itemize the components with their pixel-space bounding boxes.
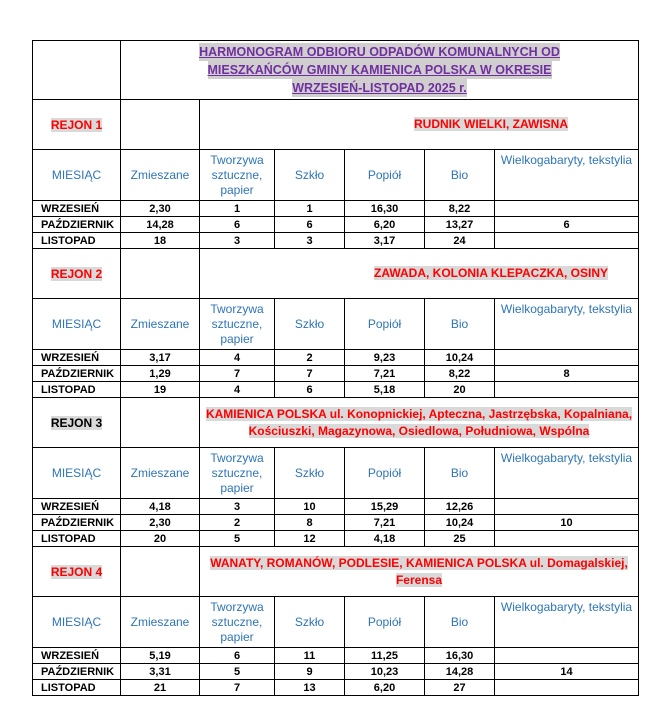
pickup-day-bio — [425, 515, 495, 531]
pickup-day-szklo — [275, 531, 345, 547]
pickup-day-popiol — [345, 233, 425, 249]
pickup-day-text: 3 — [233, 500, 241, 513]
column-header-text: Szkło — [294, 316, 325, 331]
pickup-day-popiol — [345, 680, 425, 696]
pickup-day-wielko — [495, 217, 639, 233]
pickup-day-text: 24 — [453, 234, 466, 247]
column-header-miesiac — [32, 448, 121, 499]
column-header-text: Szkło — [294, 167, 325, 182]
pickup-day-tworzywa — [200, 366, 275, 382]
pickup-day-wielko — [495, 499, 639, 515]
pickup-day-popiol — [345, 201, 425, 217]
pickup-day-text: 21 — [153, 681, 167, 694]
pickup-day-szklo — [275, 350, 345, 366]
pickup-day-text: 7 — [233, 681, 241, 694]
region-area-line — [414, 116, 568, 133]
title-line: HARMONOGRAM ODBIORU ODPADÓW KOMUNALNYCH OD — [199, 45, 560, 59]
pickup-day-popiol — [345, 515, 425, 531]
column-header-text: Zmieszane — [130, 167, 190, 182]
pickup-day-zmieszane — [121, 366, 200, 382]
region-area-line — [210, 572, 628, 589]
pickup-day-text: 9 — [306, 665, 313, 678]
region-label — [32, 547, 121, 597]
month-text: WRZESIEŃ — [41, 351, 100, 364]
month-cell — [32, 366, 121, 382]
pickup-day-text: 16,30 — [370, 202, 399, 215]
column-header-bio — [425, 299, 495, 350]
month-cell — [32, 531, 121, 547]
month-text: PAŹDZIERNIK — [41, 665, 115, 678]
month-text: LISTOPAD — [41, 234, 96, 247]
pickup-day-wielko — [495, 531, 639, 547]
column-header-text: Bio — [450, 316, 469, 331]
pickup-day-bio — [425, 680, 495, 696]
month-cell — [32, 515, 121, 531]
pickup-day-text: 11,25 — [371, 649, 398, 662]
month-text: PAŹDZIERNIK — [41, 218, 115, 231]
region-area-text — [206, 406, 632, 440]
pickup-day-text: 7 — [233, 367, 241, 380]
pickup-day-tworzywa — [200, 648, 275, 664]
column-header-szklo — [275, 597, 345, 648]
pickup-day-bio — [425, 233, 495, 249]
column-header-text: Wielkogabaryty, tekstylia — [500, 451, 633, 465]
column-header-text: Popiół — [367, 614, 402, 629]
region-area-line — [206, 423, 632, 440]
month-text: LISTOPAD — [41, 532, 96, 545]
region-empty-cell — [121, 547, 200, 597]
pickup-day-text: 4 — [233, 383, 241, 396]
pickup-day-zmieszane — [121, 648, 200, 664]
month-cell — [32, 350, 121, 366]
region-label — [32, 100, 121, 150]
pickup-day-text: 3 — [233, 234, 241, 247]
pickup-day-text: 20 — [453, 383, 466, 396]
column-header-text: Popiół — [367, 167, 402, 182]
schedule-table — [32, 40, 639, 708]
region-area-line-text: WANATY, ROMANÓW, PODLESIE, KAMIENICA POLSKA ul. Domagalskiej, — [210, 555, 628, 570]
pickup-day-popiol — [345, 217, 425, 233]
column-header-popiol — [345, 448, 425, 499]
pickup-day-text: 5,19 — [149, 649, 171, 662]
region-area — [200, 398, 639, 448]
pickup-day-wielko — [495, 648, 639, 664]
month-cell — [32, 664, 121, 680]
pickup-day-text: 1 — [306, 202, 313, 215]
column-header-tworzywa — [200, 150, 275, 201]
column-header-text: Popiół — [367, 465, 402, 480]
pickup-day-wielko — [495, 680, 639, 696]
month-text: WRZESIEŃ — [41, 500, 100, 513]
month-cell — [32, 499, 121, 515]
column-header-text: Zmieszane — [130, 465, 190, 480]
column-header-text: Bio — [450, 614, 469, 629]
column-header-wielkogabaryty — [495, 448, 639, 499]
column-header-bio — [425, 448, 495, 499]
region-area — [200, 100, 639, 150]
column-header-text: Tworzywa sztuczne, papier — [210, 152, 264, 197]
pickup-day-text: 4,18 — [373, 532, 396, 545]
pickup-day-text: 4 — [233, 351, 241, 364]
pickup-day-text: 1 — [233, 202, 241, 215]
pickup-day-text: 10,23 — [370, 665, 399, 678]
pickup-day-zmieszane — [121, 350, 200, 366]
pickup-day-text: 2,30 — [149, 516, 171, 529]
pickup-day-text: 20 — [153, 532, 167, 545]
pickup-day-text: 8,22 — [448, 202, 471, 215]
month-cell — [32, 382, 121, 398]
pickup-day-tworzywa — [200, 499, 275, 515]
pickup-day-zmieszane — [121, 382, 200, 398]
pickup-day-bio — [425, 531, 495, 547]
month-cell — [32, 217, 121, 233]
pickup-day-text: 7,21 — [373, 367, 396, 380]
pickup-day-wielko — [495, 382, 639, 398]
pickup-day-szklo — [275, 664, 345, 680]
column-header-text: Wielkogabaryty, tekstylia — [500, 153, 633, 167]
pickup-day-wielko — [495, 201, 639, 217]
column-header-popiol — [345, 150, 425, 201]
column-header-zmieszane — [121, 448, 200, 499]
pickup-day-popiol — [345, 531, 425, 547]
column-header-wielkogabaryty — [495, 299, 639, 350]
pickup-day-text: 14,28 — [445, 665, 474, 678]
region-label — [32, 398, 121, 448]
month-cell — [32, 648, 121, 664]
pickup-day-text: 25 — [453, 532, 466, 545]
pickup-day-zmieszane — [121, 233, 200, 249]
region-area-line-text: ZAWADA, KOLONIA KLEPACZKA, OSINY — [374, 266, 608, 280]
pickup-day-text: 10 — [560, 516, 573, 529]
pickup-day-szklo — [275, 499, 345, 515]
column-header-text: Wielkogabaryty, tekstylia — [500, 600, 633, 614]
pickup-day-wielko — [495, 515, 639, 531]
column-header-wielkogabaryty — [495, 597, 639, 648]
pickup-day-bio — [425, 217, 495, 233]
region-area-line — [374, 265, 608, 282]
column-header-szklo — [275, 150, 345, 201]
pickup-day-tworzywa — [200, 201, 275, 217]
pickup-day-bio — [425, 366, 495, 382]
pickup-day-szklo — [275, 217, 345, 233]
column-header-text: Tworzywa sztuczne, papier — [210, 301, 264, 346]
month-cell — [32, 233, 121, 249]
pickup-day-wielko — [495, 664, 639, 680]
pickup-day-text: 8 — [563, 367, 570, 380]
region-area-text — [234, 265, 608, 282]
column-header-bio — [425, 597, 495, 648]
pickup-day-bio — [425, 499, 495, 515]
pickup-day-szklo — [275, 201, 345, 217]
month-text: LISTOPAD — [41, 383, 96, 396]
region-empty-cell — [121, 249, 200, 299]
pickup-day-text: 4,18 — [149, 500, 171, 513]
pickup-day-text: 19 — [153, 383, 167, 396]
column-header-text: Tworzywa sztuczne, papier — [210, 450, 264, 495]
pickup-day-text: 2 — [306, 351, 313, 364]
pickup-day-text: 16,30 — [445, 649, 474, 662]
pickup-day-popiol — [345, 350, 425, 366]
pickup-day-text: 3,31 — [149, 665, 171, 678]
pickup-day-text: 3,17 — [149, 351, 171, 364]
column-header-text: Bio — [450, 465, 469, 480]
column-header-popiol — [345, 597, 425, 648]
pickup-day-tworzywa — [200, 217, 275, 233]
pickup-day-text: 14,28 — [146, 218, 174, 231]
region-area-line — [210, 555, 628, 572]
pickup-day-text: 13,27 — [445, 218, 474, 231]
pickup-day-tworzywa — [200, 382, 275, 398]
pickup-day-text: 3 — [306, 234, 313, 247]
month-text: LISTOPAD — [41, 681, 96, 694]
pickup-day-text: 6 — [306, 383, 313, 396]
pickup-day-popiol — [345, 366, 425, 382]
region-area-line-text: Kościuszki, Magazynowa, Osiedlowa, Południowa, Wspólna — [248, 423, 590, 438]
pickup-day-zmieszane — [121, 680, 200, 696]
pickup-day-popiol — [345, 499, 425, 515]
pickup-day-bio — [425, 350, 495, 366]
title-line: MIESZKAŃCÓW GMINY KAMIENICA POLSKA W OKRESIE — [207, 63, 552, 77]
pickup-day-text: 10,24 — [445, 351, 474, 364]
pickup-day-text: 7 — [306, 367, 313, 380]
column-header-text: Popiół — [367, 316, 402, 331]
pickup-day-text: 10,24 — [445, 516, 474, 529]
pickup-day-wielko — [495, 233, 639, 249]
column-header-text: Tworzywa sztuczne, papier — [210, 599, 264, 644]
column-header-wielkogabaryty — [495, 150, 639, 201]
pickup-day-text: 2,30 — [149, 202, 171, 215]
pickup-day-zmieszane — [121, 201, 200, 217]
pickup-day-text: 5 — [233, 665, 241, 678]
pickup-day-tworzywa — [200, 664, 275, 680]
pickup-day-text: 9,23 — [373, 351, 396, 364]
region-area-text — [210, 555, 628, 589]
column-header-miesiac — [32, 299, 121, 350]
column-header-tworzywa — [200, 448, 275, 499]
region-label-text: REJON 3 — [50, 415, 103, 430]
pickup-day-tworzywa — [200, 680, 275, 696]
region-area-line-text: Ferensa — [395, 572, 442, 587]
pickup-day-text: 1,29 — [149, 367, 171, 380]
pickup-day-text: 6 — [563, 218, 570, 231]
pickup-day-szklo — [275, 382, 345, 398]
region-empty-cell — [121, 398, 200, 448]
column-header-szklo — [275, 448, 345, 499]
pickup-day-text: 6 — [306, 218, 313, 231]
pickup-day-text: 7,21 — [373, 516, 396, 529]
pickup-day-text: 14 — [560, 665, 573, 678]
column-header-zmieszane — [121, 150, 200, 201]
region-area-line — [206, 406, 632, 423]
pickup-day-tworzywa — [200, 350, 275, 366]
pickup-day-szklo — [275, 680, 345, 696]
column-header-text: MIESIĄC — [51, 465, 102, 480]
pickup-day-bio — [425, 201, 495, 217]
column-header-text: Wielkogabaryty, tekstylia — [500, 302, 633, 316]
pickup-day-wielko — [495, 350, 639, 366]
pickup-day-text: 12,26 — [445, 500, 474, 513]
pickup-day-bio — [425, 382, 495, 398]
pickup-day-bio — [425, 664, 495, 680]
pickup-day-wielko — [495, 366, 639, 382]
pickup-day-text: 3,17 — [373, 234, 396, 247]
pickup-day-text: 27 — [453, 681, 466, 694]
region-label-text: REJON 2 — [50, 266, 103, 281]
region-area — [200, 249, 639, 299]
month-text: WRZESIEŃ — [41, 202, 100, 215]
pickup-day-text: 5,18 — [373, 383, 396, 396]
pickup-day-popiol — [345, 382, 425, 398]
column-header-tworzywa — [200, 597, 275, 648]
pickup-day-szklo — [275, 366, 345, 382]
region-area-line-text: KAMIENICA POLSKA ul. Konopnickiej, Apteczna, Jastrzębska, Kopalniana, — [205, 406, 633, 421]
pickup-day-popiol — [345, 648, 425, 664]
column-header-zmieszane — [121, 597, 200, 648]
pickup-day-text: 18 — [153, 234, 167, 247]
pickup-day-text: 5 — [233, 532, 241, 545]
pickup-day-szklo — [275, 233, 345, 249]
column-header-text: Zmieszane — [130, 316, 190, 331]
pickup-day-text: 15,29 — [370, 500, 399, 513]
title-line: WRZESIEŃ-LISTOPAD 2025 r. — [292, 81, 467, 95]
pickup-day-text: 8 — [306, 516, 313, 529]
pickup-day-text: 8,22 — [448, 367, 471, 380]
pickup-day-text: 6,20 — [373, 681, 396, 694]
month-cell — [32, 680, 121, 696]
column-header-miesiac — [32, 597, 121, 648]
pickup-day-tworzywa — [200, 531, 275, 547]
column-header-zmieszane — [121, 299, 200, 350]
region-area-text — [274, 116, 568, 133]
column-header-text: MIESIĄC — [51, 167, 102, 182]
pickup-day-szklo — [275, 648, 345, 664]
pickup-day-zmieszane — [121, 499, 200, 515]
column-header-text: Bio — [450, 167, 469, 182]
column-header-text: Szkło — [294, 614, 325, 629]
pickup-day-bio — [425, 648, 495, 664]
region-label-text: REJON 4 — [50, 564, 103, 579]
pickup-day-zmieszane — [121, 531, 200, 547]
pickup-day-text: 6 — [233, 218, 241, 231]
pickup-day-tworzywa — [200, 233, 275, 249]
pickup-day-text: 2 — [233, 516, 241, 529]
pickup-day-text: 6 — [233, 649, 241, 662]
pickup-day-text: 10 — [303, 500, 316, 513]
pickup-day-text: 12 — [303, 532, 316, 545]
column-header-szklo — [275, 299, 345, 350]
column-header-tworzywa — [200, 299, 275, 350]
pickup-day-popiol — [345, 664, 425, 680]
month-text: WRZESIEŃ — [41, 649, 100, 662]
column-header-text: Zmieszane — [130, 614, 190, 629]
column-header-bio — [425, 150, 495, 201]
pickup-day-zmieszane — [121, 217, 200, 233]
pickup-day-text: 13 — [303, 681, 316, 694]
corner-cell — [32, 41, 121, 100]
month-text: PAŹDZIERNIK — [41, 367, 115, 380]
pickup-day-zmieszane — [121, 515, 200, 531]
page-title — [121, 41, 639, 100]
month-text: PAŹDZIERNIK — [41, 516, 115, 529]
region-label-text: REJON 1 — [50, 117, 103, 132]
pickup-day-szklo — [275, 515, 345, 531]
column-header-popiol — [345, 299, 425, 350]
column-header-text: MIESIĄC — [51, 316, 102, 331]
region-empty-cell — [121, 100, 200, 150]
region-label — [32, 249, 121, 299]
month-cell — [32, 201, 121, 217]
region-area-line-text: RUDNIK WIELKI, ZAWISNA — [414, 117, 568, 131]
column-header-miesiac — [32, 150, 121, 201]
pickup-day-zmieszane — [121, 664, 200, 680]
pickup-day-text: 6,20 — [373, 218, 396, 231]
column-header-text: MIESIĄC — [51, 614, 102, 629]
pickup-day-tworzywa — [200, 515, 275, 531]
region-area — [200, 547, 639, 597]
column-header-text: Szkło — [294, 465, 325, 480]
pickup-day-text: 11 — [303, 649, 316, 662]
